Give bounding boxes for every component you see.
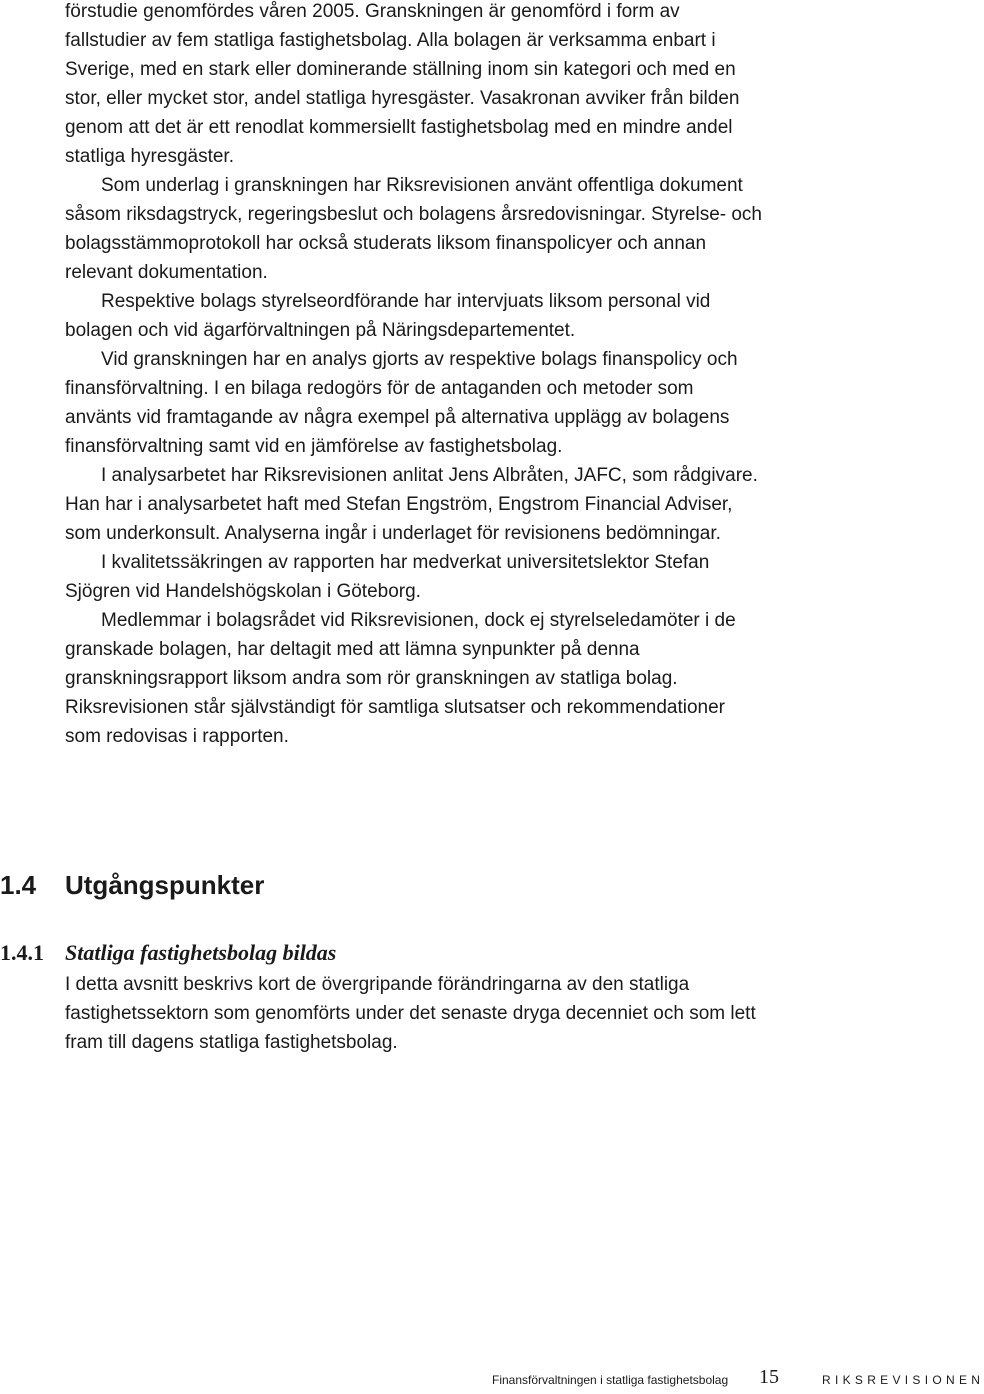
paragraph-1: förstudie genomfördes våren 2005. Granskningen är genomförd i form av fallstudier av fem statliga fastighetsbolag. Alla bolagen är verksamma enbart i Sverige, med en stark eller dominerande ställning inom sin kategori och med en stor, eller mycket stor, andel statliga hyresgäster. Vasakronan avviker från bilden genom att det är ett renodlat kommersiellt fastighetsbolag med en mindre andel statliga hyresgäster. [65,1,740,167]
paragraph-2: Som underlag i granskningen har Riksrevisionen använt offentliga dokument såsom riksdagstryck, regeringsbeslut och bolagens årsredovisningar. Styrelse- och bolagsstämmoprotokoll har också studerats liksom finanspolicyer och annan relevant dokumentation. [65,175,762,283]
subsection-heading [0,938,760,968]
section-heading [0,868,760,902]
brand-logo-text: RIKSREVISIONEN [822,1373,984,1387]
paragraph-7: Medlemmar i bolagsrådet vid Riksrevisionen, dock ej styrelseledamöter i de granskade bolagen, har deltagit med att lämna synpunkter på denna granskningsrapport liksom andra som rör granskningen av statliga bolag. Riksrevisionen står självständigt för samtliga slutsatser och rekommendationer som redovisas i rapporten. [65,610,736,747]
section-number: 1.4 [0,870,37,900]
page-number: 15 [759,1366,779,1388]
paragraph-5: I analysarbetet har Riksrevisionen anlitat Jens Albråten, JAFC, som rådgivare. Han har i analysarbetet haft med Stefan Engström, Engstrom Financial Adviser, som underkonsult. Analyserna ingår i underlaget för revisionens bedömningar. [65,465,758,544]
footer-report-title: Finansförvaltningen i statliga fastighetsbolag [492,1373,729,1387]
subsection-number: 1.4.1 [0,940,44,965]
subsection-title: Statliga fastighetsbolag bildas [65,940,337,965]
section-title: Utgångspunkter [65,870,265,900]
body-paragraphs [65,0,765,751]
page-footer [0,1364,984,1394]
paragraph-6: I kvalitetssäkringen av rapporten har medverkat universitetslektor Stefan Sjögren vid Handelshögskolan i Göteborg. [65,552,710,602]
paragraph-3: Respektive bolags styrelseordförande har intervjuats liksom personal vid bolagen och vid ägarförvaltningen på Näringsdepartementet. [65,291,711,341]
paragraph-4: Vid granskningen har en analys gjorts av respektive bolags finanspolicy och finansförvaltning. I en bilaga redogörs för de antaganden och metoder som använts vid framtagande av några exempel på alternativa upplägg av bolagens finansförvaltning samt vid en jämförelse av fastighetsbolag. [65,349,738,457]
subsection-paragraph: I detta avsnitt beskrivs kort de övergripande förändringarna av den statliga fastighetssektorn som genomförts under det senaste dryga decenniet och som lett fram till dagens statliga fastighetsbolag. [65,974,756,1053]
